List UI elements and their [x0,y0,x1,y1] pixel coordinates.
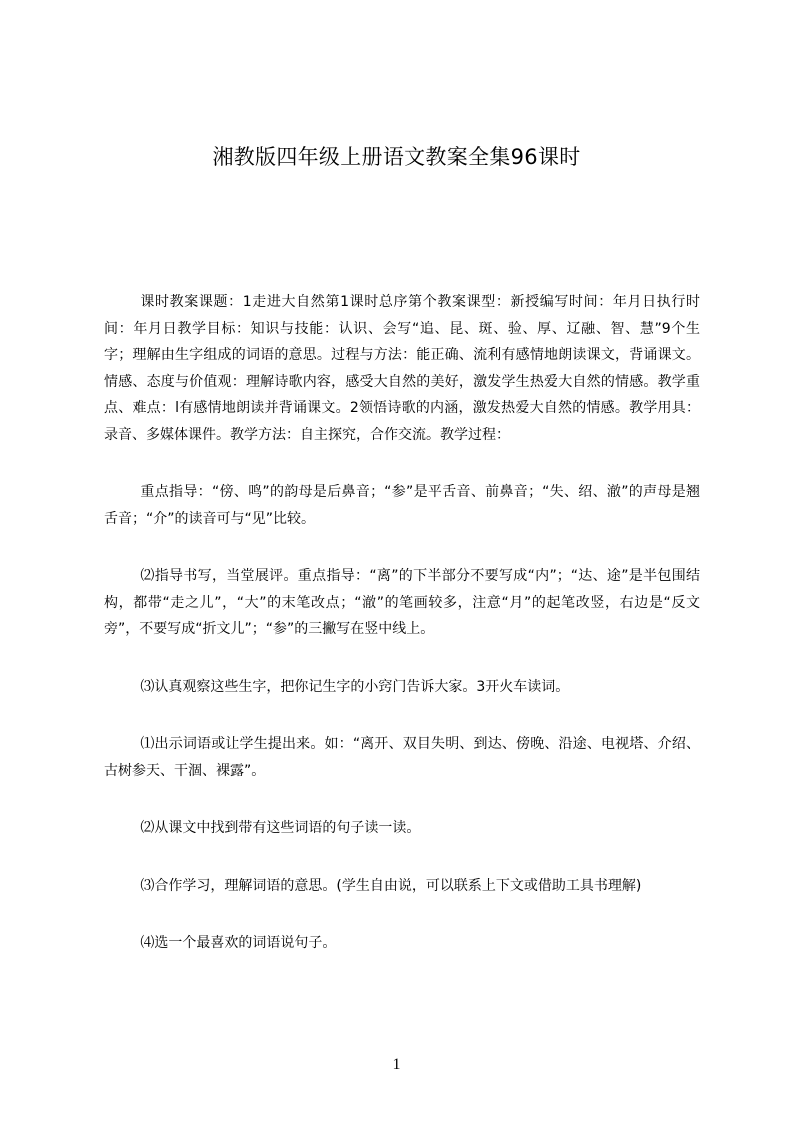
paragraph-writing-guide: ⑵指导书写，当堂展评。重点指导：“离”的下半部分不要写成“内”；“达、途”是半包围结构，都带“走之儿”，“大”的末笔改点；“澈”的笔画较多，注意“月”的起笔改竖，右边是“反文旁”，不要写成“折文儿”；“参”的三撇写在竖中线上。 [104,568,700,637]
paragraph-gap [104,532,700,563]
paragraph-observe-characters: ⑶认真观察这些生字，把你记生字的小窍门告诉大家。3开火车读词。 [140,678,570,695]
paragraph-pronunciation-guide: 重点指导：“傍、鸣”的韵母是后鼻音；“参”是平舌音、前鼻音；“失、绍、澈”的声母是翘舌音；“介”的读音可与“见”比较。 [104,484,700,527]
page-number: 1 [392,1056,401,1073]
document-body [104,289,700,957]
paragraph-gap [104,700,700,731]
paragraph-cooperative-learning: ⑶合作学习，理解词语的意思。(学生自由说，可以联系上下文或借助工具书理解) [140,877,642,894]
paragraph-gap [104,842,700,873]
paragraph-gap [104,643,700,674]
paragraph-lesson-overview: 课时教案课题：1走进大自然第1课时总序第个教案课型：新授编写时间：年月日执行时间：年月日教学目标：知识与技能：认识、会写“追、昆、斑、验、厚、辽融、智、慧”9个生字；理解由生字组成的词语的意思。过程与方法：能正确、流利有感情地朗读课文，背诵课文。情感、态度与价值观：理解诗歌内容，感受大自然的美好，激发学生热爱大自然的情感。教学重点、难点：l有感情地朗读并背诵课文。2领悟诗歌的内涵，激发热爱大自然的情感。教学用具：录音、多媒体课件。教学方法：自主探究，合作交流。教学过程： [104,294,700,443]
paragraph-gap [104,784,700,815]
paragraph-gap [104,448,700,479]
paragraph-find-sentences: ⑵从课文中找到带有这些词语的句子读一读。 [140,820,421,836]
paragraph-make-sentence: ⑷选一个最喜欢的词语说句子。 [140,935,337,951]
paragraph-show-words: ⑴出示词语或让学生提出来。如：“离开、双目失明、到达、傍晚、沿途、电视塔、介绍、古树参天、干涸、裸露”。 [104,736,700,779]
document-title: 湘教版四年级上册语文教案全集96课时 [212,145,581,169]
paragraph-gap [104,899,700,930]
